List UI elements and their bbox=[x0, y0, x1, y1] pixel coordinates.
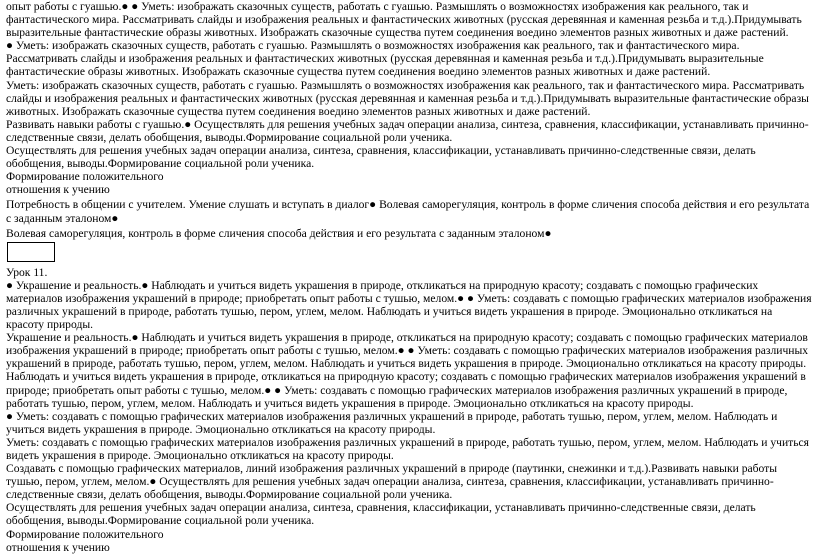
paragraph: Формирование положительного bbox=[6, 170, 164, 184]
paragraph: Создавать с помощью графических материалов, линий изображения различных украшений в природе (паутинки, снежинки и т.д.).Развивать навыки работы тушью, пером, углем, мелом.● Осуществлять для решения учебных задач операции анализа, синтеза, сравнения, классификации, устанавливать причинно-следственные связи, делать обобщения, выводы.Формирование социальной роли ученика. bbox=[6, 462, 778, 502]
paragraph: Наблюдать и учиться видеть украшения в природе, откликаться на природную красоту; создавать с помощью графических материалов изображения украшений в природе; приобретать опыт работы с тушью, мелом.● ● Уметь: создавать с помощью графических материалов изображения различных украшений в природе, работать тушью, пером, углем, мелом. Наблюдать и учиться видеть украшения в природе. Эмоционально откликаться на красоту природы. bbox=[6, 370, 806, 410]
first-section bbox=[6, 0, 812, 240]
empty-table-cell bbox=[7, 242, 55, 262]
paragraph: Уметь: создавать с помощью графических материалов изображения различных украшений в природе, работать тушью, пером, углем, мелом. Наблюдать и учиться видеть украшения в природе. Эмоционально откликаться на красоту природы. bbox=[6, 435, 809, 462]
paragraph: отношения к учению bbox=[6, 540, 110, 554]
paragraph: Уметь: изображать сказочных существ, работать с гуашью. Размышлять о возможностях изображения как реального, так и фантастического мира. Рассматривать слайды и изображения реальных и фантастических животных (русская деревянная и каменная резьба и т.д.).Придумывать выразительные фантастические образы животных. Изображать сказочные существа путем соединения воедино элементов разных животных и даже растений. bbox=[6, 78, 809, 118]
paragraph: Осуществлять для решения учебных задач операции анализа, синтеза, сравнения, классификации, устанавливать причинно-следственные связи, делать обобщения, выводы.Формирование социальной роли ученика. bbox=[6, 144, 756, 171]
paragraph: Формирование положительного bbox=[6, 527, 164, 541]
paragraph: Волевая саморегуляция, контроль в форме сличения способа действия и его результата с заданным эталоном● bbox=[6, 226, 552, 240]
paragraph: Украшение и реальность.● Наблюдать и учиться видеть украшения в природе, откликаться на природную красоту; создавать с помощью графических материалов изображения украшений в природе; приобретать опыт работы с тушью, мелом.● ● Уметь: создавать с помощью графических материалов изображения различных украшений в природе, работать тушью, пером, углем, мелом. Наблюдать и учиться видеть украшения в природе. Эмоционально откликаться на красоту природы. bbox=[6, 331, 809, 371]
paragraph: Потребность в общении с учителем. Умение слушать и вступать в диалог● Волевая саморегуляция, контроль в форме сличения способа действия и его результата с заданным эталоном● bbox=[6, 198, 810, 225]
paragraph: Развивать навыки работы с гуашью.● Осуществлять для решения учебных задач операции анализа, синтеза, сравнения, классификации, устанавливать причинно-следственные связи, делать обобщения, выводы.Формирование социальной роли ученика. bbox=[6, 117, 809, 144]
paragraph: Осуществлять для решения учебных задач операции анализа, синтеза, сравнения, классификации, устанавливать причинно-следственные связи, делать обобщения, выводы.Формирование социальной роли ученика. bbox=[6, 501, 756, 528]
lesson-label: Урок 11. bbox=[6, 265, 48, 279]
paragraph: отношения к учению bbox=[6, 183, 110, 197]
second-section bbox=[6, 266, 812, 554]
paragraph: опыт работы с гуашью.● ● Уметь: изображать сказочных существ, работать с гуашью. Размышлять о возможностях изображения как реального, так и фантастического мира. Рассматривать слайды и изображения реальных и фантастических животных (русская деревянная и каменная резьба и т.д.).Придумывать выразительные фантастические образы животных. Изображать сказочные существа путем соединения воедино элементов разных животных и даже растений. bbox=[6, 0, 802, 40]
paragraph: ● Уметь: изображать сказочных существ, работать с гуашью. Размышлять о возможностях изображения как реального, так и фантастического мира. Рассматривать слайды и изображения реальных и фантастических животных (русская деревянная и каменная резьба и т.д.).Придумывать выразительные фантастические образы животных. Изображать сказочные существа путем соединения воедино элементов разных животных и даже растений. bbox=[6, 39, 764, 79]
paragraph: ● Украшение и реальность.● Наблюдать и учиться видеть украшения в природе, откликаться на природную красоту; создавать с помощью графических материалов изображения украшений в природе; приобретать опыт работы с тушью, мелом.● ● Уметь: создавать с помощью графических материалов изображения различных украшений в природе, работать тушью, пером, углем, мелом. Наблюдать и учиться видеть украшения в природе. Эмоционально откликаться на красоту природы. bbox=[6, 278, 812, 332]
paragraph: ● Уметь: создавать с помощью графических материалов изображения различных украшений в природе, работать тушью, пером, углем, мелом. Наблюдать и учиться видеть украшения в природе. Эмоционально откликаться на красоту природы. bbox=[6, 409, 778, 436]
